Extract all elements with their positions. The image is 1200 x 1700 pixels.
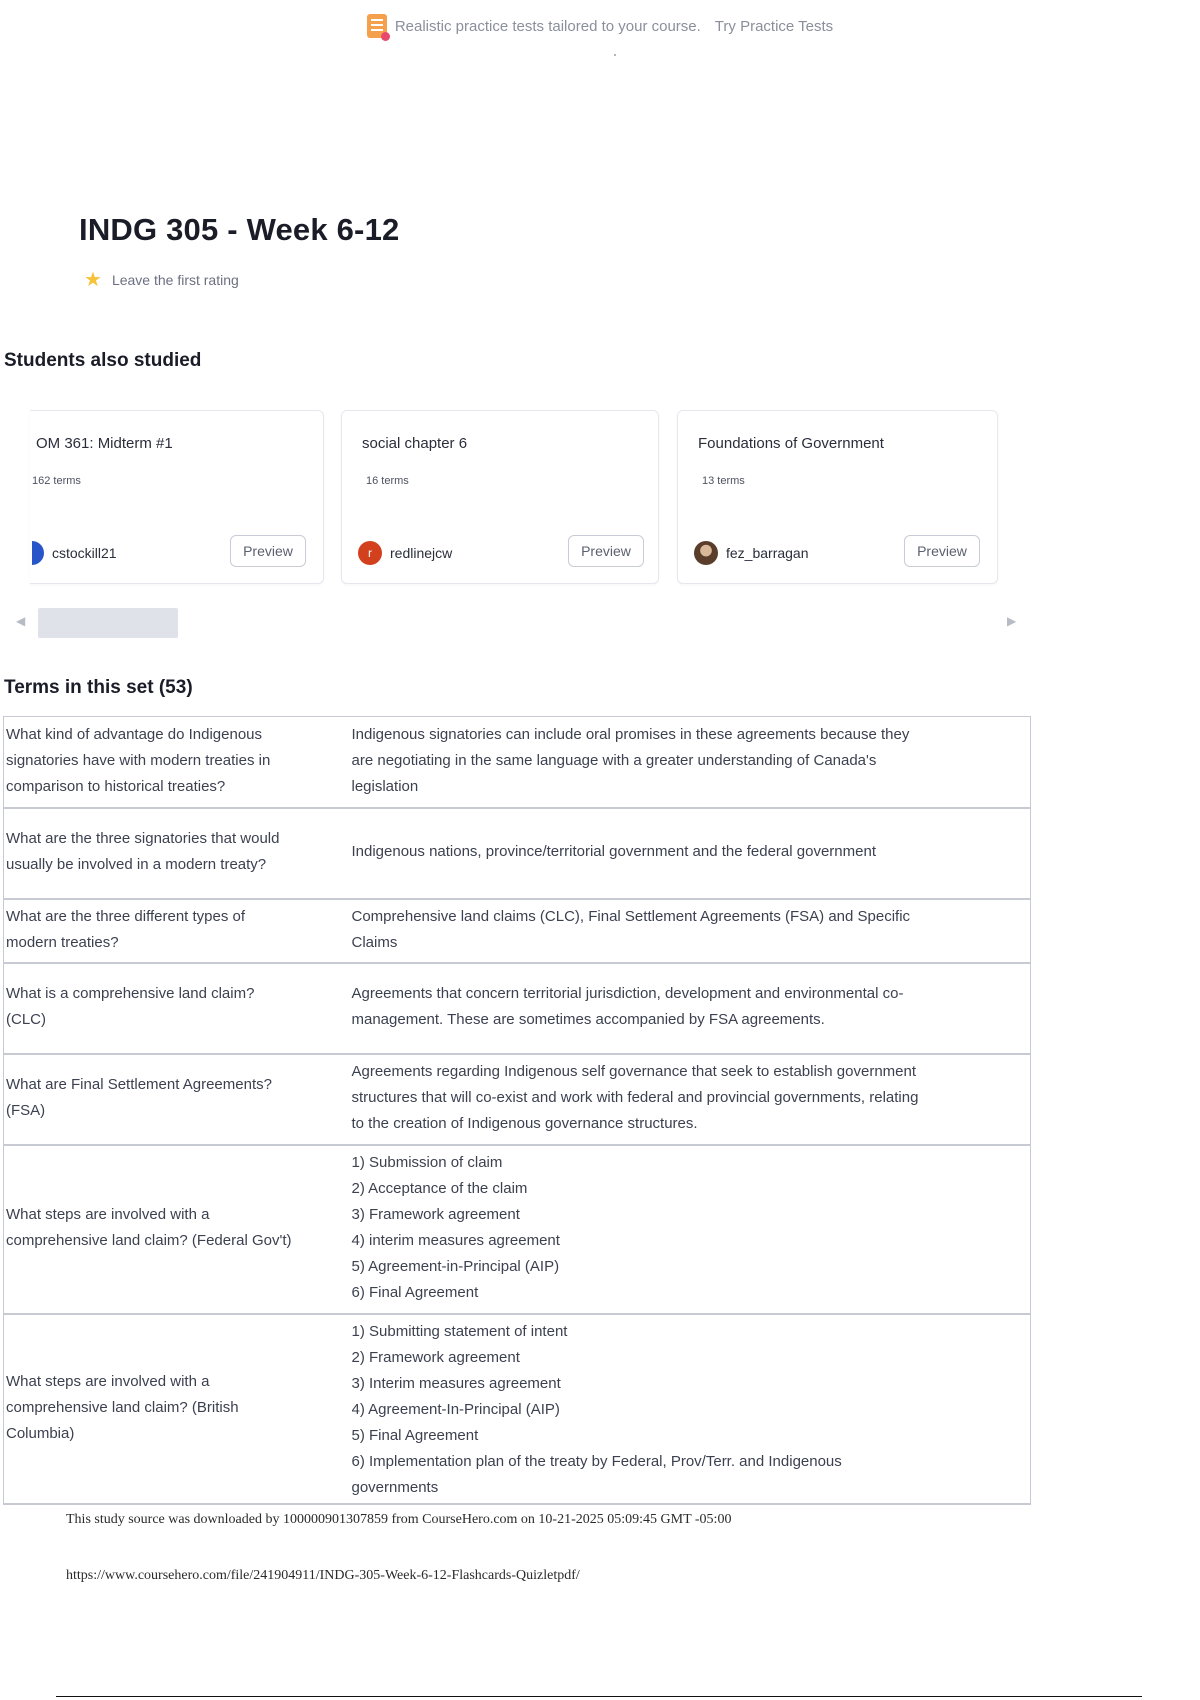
study-set-card[interactable]: [677, 410, 998, 584]
step-item: 5) Final Agreement: [351, 1426, 479, 1444]
author-name: redlinejcw: [390, 545, 453, 561]
table-row: [4, 1145, 1031, 1314]
definition-steps: [352, 1319, 931, 1495]
card-author: [694, 541, 809, 565]
practice-test-icon: [367, 14, 387, 38]
card-term-count: 162 terms: [32, 475, 81, 487]
scroll-right-arrow-icon[interactable]: ▶: [1007, 614, 1017, 628]
step-item: 4) interim measures agreement: [351, 1232, 560, 1249]
step-item: 1) Submitting statement of intent: [351, 1322, 568, 1340]
card-title: social chapter 6: [362, 435, 468, 452]
table-row: [4, 963, 1031, 1054]
bottom-divider: [56, 1696, 1142, 1697]
carousel-scrollbar[interactable]: [38, 608, 178, 638]
terms-in-set-heading: Terms in this set (53): [4, 677, 193, 698]
try-practice-tests-link[interactable]: Try Practice Tests: [714, 17, 834, 35]
definition-cell: Agreements that concern territorial jurisdiction, development and environmental co-management. These are sometimes accompanied by FSA agreements.: [322, 963, 1031, 1054]
card-title: Foundations of Government: [698, 435, 884, 452]
step-item: 6) Final Agreement: [351, 1284, 479, 1301]
term-cell: What are the three signatories that would usually be involved in a modern treaty?: [4, 808, 322, 899]
source-url: https://www.coursehero.com/file/241904911/INDG-305-Week-6-12-Flashcards-Quizletpdf/: [66, 1568, 580, 1583]
term-cell: What are Final Settlement Agreements? (FSA): [4, 1054, 322, 1145]
step-item: 2) Framework agreement: [351, 1348, 520, 1366]
author-name: cstockill21: [52, 545, 117, 561]
preview-button[interactable]: Preview: [568, 535, 644, 567]
scroll-left-arrow-icon[interactable]: ◀: [16, 614, 26, 628]
promo-text: Realistic practice tests tailored to your course.: [394, 17, 701, 35]
card-author: [32, 541, 117, 565]
terms-table: [3, 716, 1031, 1505]
preview-button[interactable]: Preview: [904, 535, 980, 567]
term-cell: What is a comprehensive land claim? (CLC): [4, 963, 322, 1054]
step-item: 3) Interim measures agreement: [351, 1374, 561, 1392]
definition-cell: Indigenous signatories can include oral promises in these agreements because they are negotiating in the same language with a greater understanding of Canada's legislation: [322, 717, 1031, 808]
term-cell: What are the three different types of modern treaties?: [4, 899, 322, 963]
card-title: OM 361: Midterm #1: [36, 435, 173, 452]
card-term-count: 16 terms: [366, 475, 409, 487]
step-item: 1) Submission of claim: [351, 1154, 503, 1171]
promo-banner: [0, 14, 1200, 42]
students-also-studied-heading: Students also studied: [4, 350, 202, 371]
step-item: 3) Framework agreement: [351, 1206, 520, 1223]
card-author: [358, 541, 452, 565]
step-item: 5) Agreement-in-Principal (AIP): [351, 1258, 560, 1275]
table-row: [4, 1054, 1031, 1145]
table-row: [4, 1314, 1031, 1504]
definition-cell: Comprehensive land claims (CLC), Final Settlement Agreements (FSA) and Specific Claims: [322, 899, 1031, 963]
step-item: governments: [351, 1478, 439, 1495]
table-row: [4, 808, 1031, 899]
table-row: [4, 717, 1031, 808]
page-title: INDG 305 - Week 6-12: [79, 212, 400, 247]
step-item: 4) Agreement-In-Principal (AIP): [351, 1400, 560, 1418]
avatar: [32, 541, 44, 565]
step-item: 2) Acceptance of the claim: [351, 1180, 528, 1197]
definition-cell: Indigenous nations, province/territorial government and the federal government: [322, 808, 1031, 899]
study-set-card[interactable]: [341, 410, 659, 584]
divider-dot: [614, 54, 616, 56]
source-note: This study source was downloaded by 100000901307859 from CourseHero.com on 10-21-2025 05:09:45 GMT -05:00: [66, 1512, 732, 1527]
definition-cell: [322, 1145, 1031, 1314]
rating-label: Leave the first rating: [111, 272, 239, 288]
definition-cell: Agreements regarding Indigenous self governance that seek to establish government structures that will co-exist and work with federal and provincial governments, relating to the creation of Indigenous governance structures.: [322, 1054, 1031, 1145]
author-name: fez_barragan: [726, 545, 809, 561]
term-cell: What steps are involved with a comprehensive land claim? (Federal Gov't): [4, 1145, 322, 1314]
term-cell: What steps are involved with a comprehensive land claim? (British Columbia): [4, 1314, 322, 1504]
preview-button[interactable]: Preview: [230, 535, 306, 567]
term-cell: What kind of advantage do Indigenous signatories have with modern treaties in comparison to historical treaties?: [4, 717, 322, 808]
table-row: [4, 899, 1031, 963]
star-icon: ★: [84, 269, 102, 291]
avatar: [694, 541, 718, 565]
definition-cell: [322, 1314, 1031, 1504]
step-item: 6) Implementation plan of the treaty by Federal, Prov/Terr. and Indigenous: [351, 1452, 842, 1470]
avatar: r: [358, 541, 382, 565]
study-set-card[interactable]: [30, 410, 324, 584]
rating-link[interactable]: [84, 270, 239, 290]
card-term-count: 13 terms: [702, 475, 745, 487]
